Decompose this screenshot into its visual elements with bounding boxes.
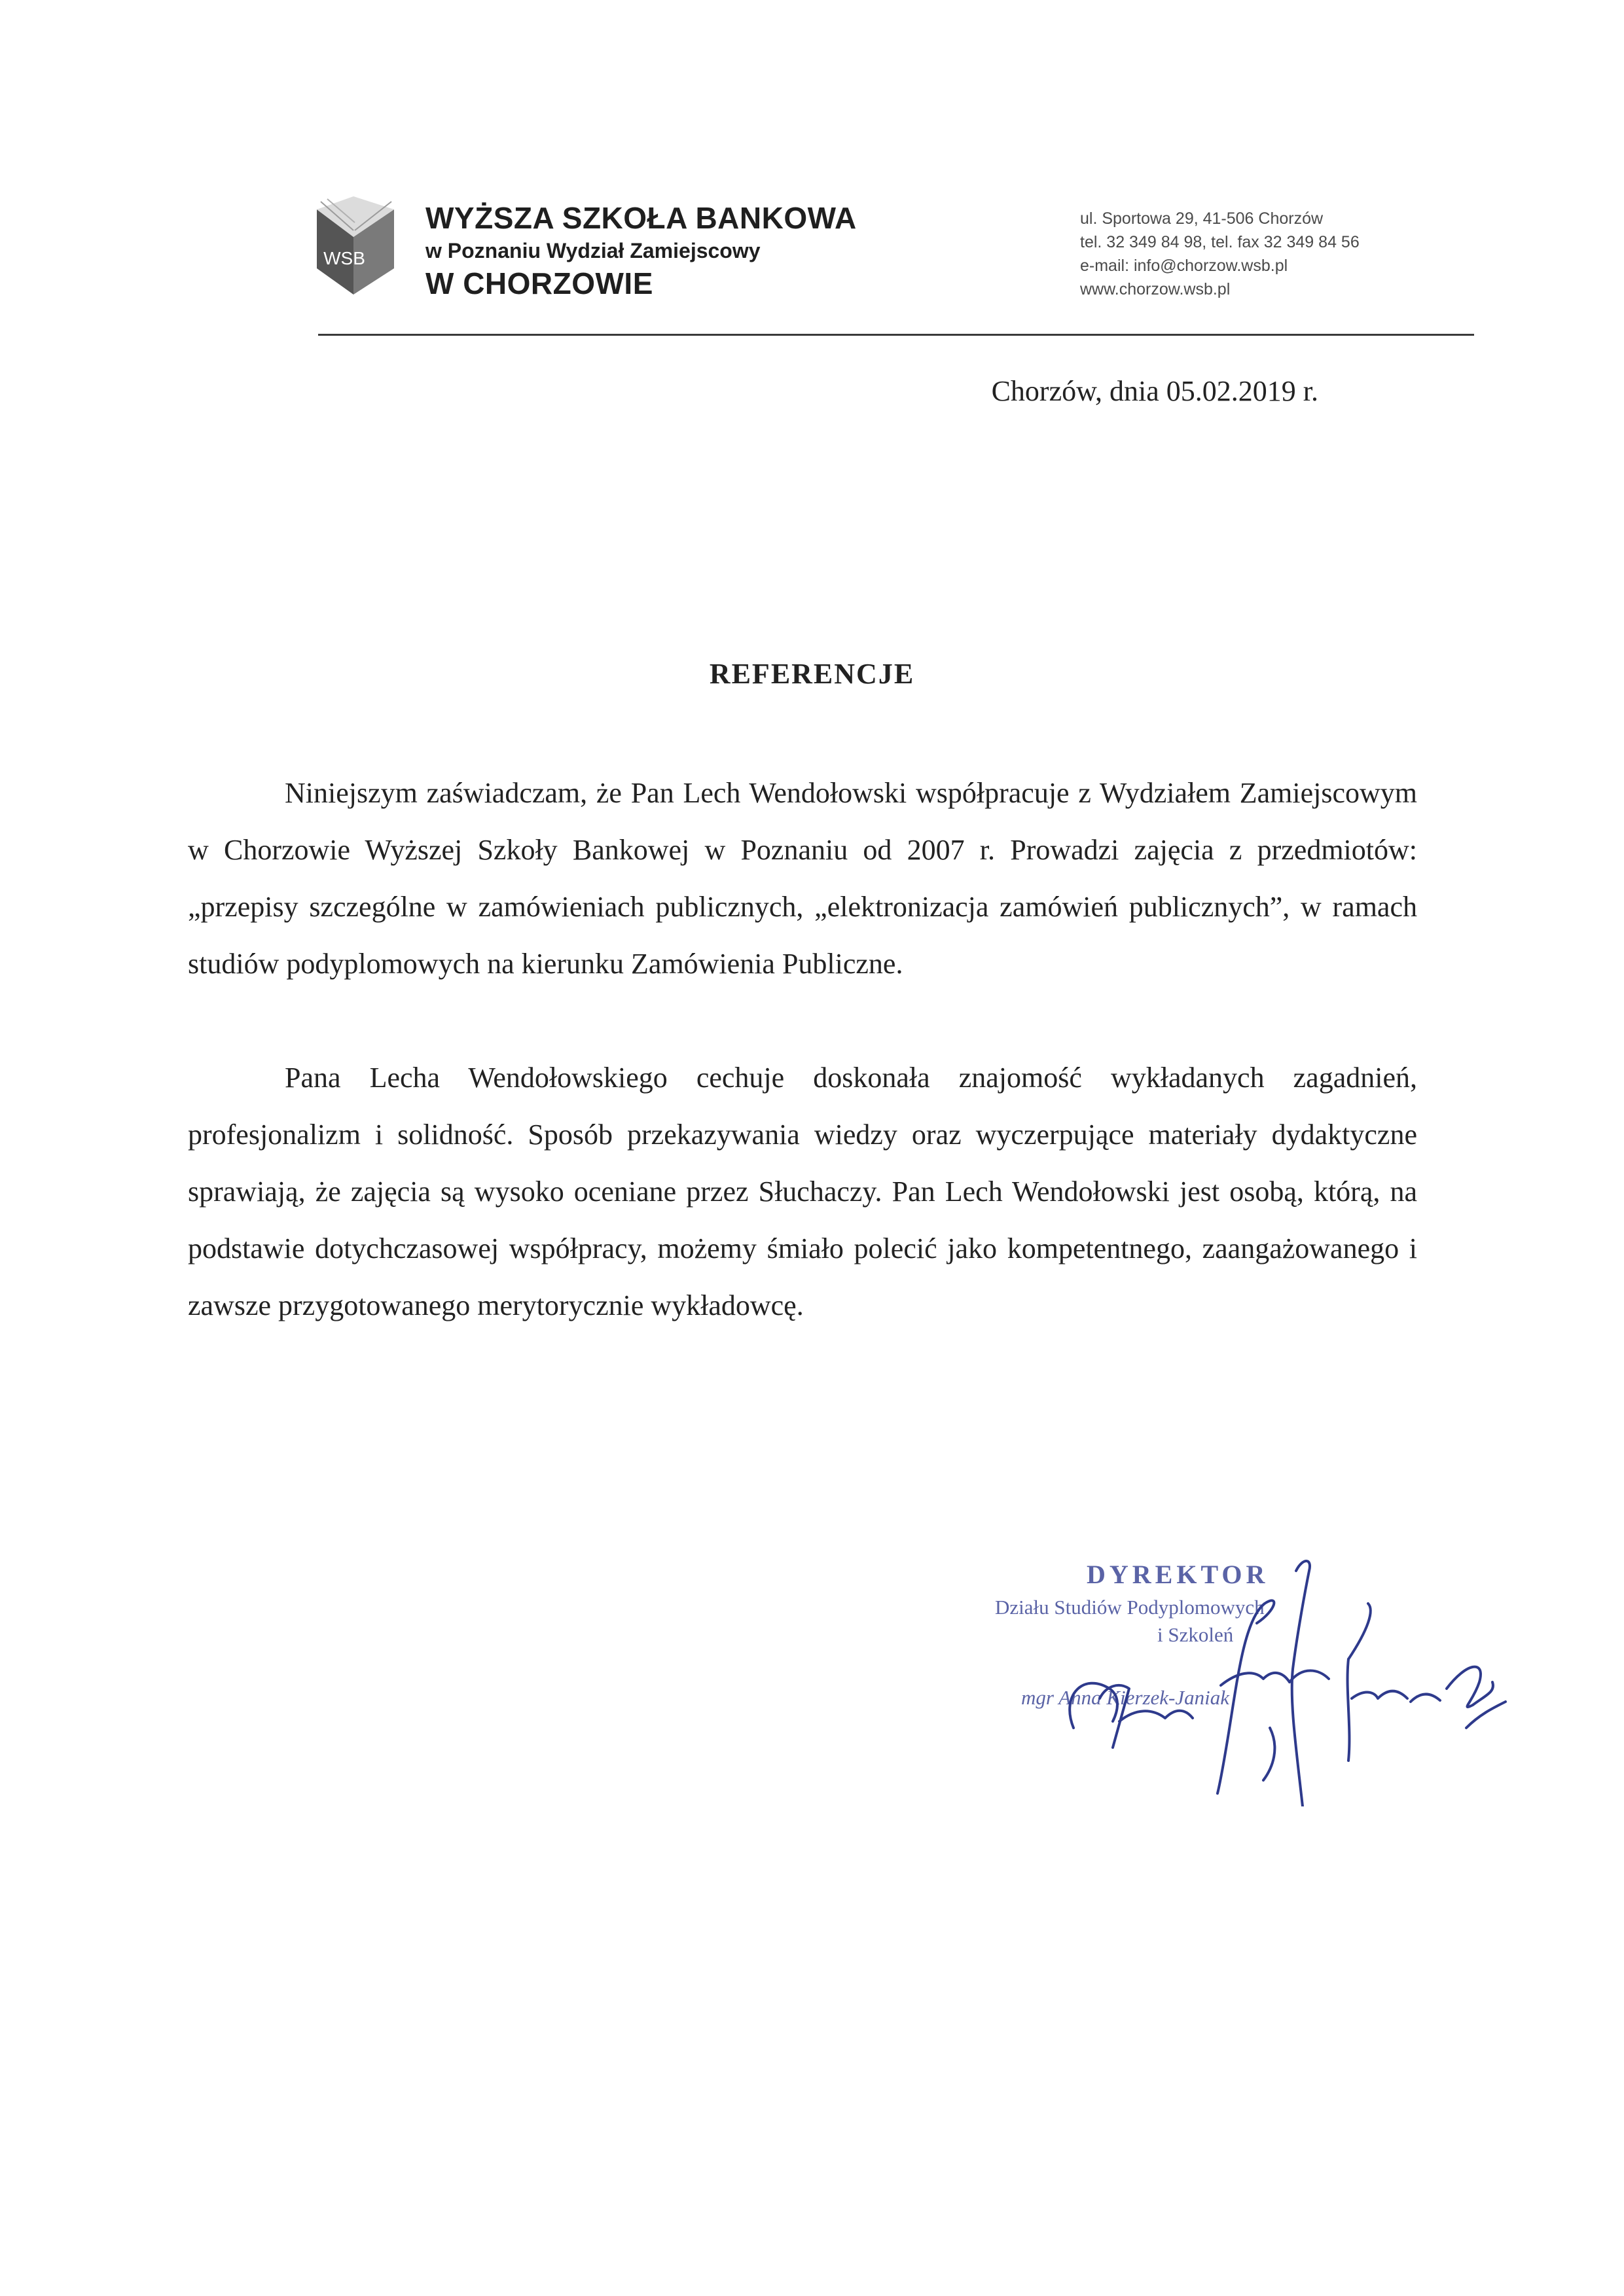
contact-phones: tel. 32 349 84 98, tel. fax 32 349 84 56 bbox=[1080, 233, 1360, 251]
stamp-department-cont: i Szkoleń bbox=[1157, 1623, 1234, 1646]
organization-city: W CHORZOWIE bbox=[425, 266, 653, 300]
document-body bbox=[188, 764, 1417, 1334]
body-paragraph-1: Niniejszym zaświadczam, że Pan Lech Wendołowski współpracuje z Wydziałem Zamiejscowym w Chorzowie Wyższej Szkoły Bankowej w Poznaniu od 2007 r. Prowadzi zajęcia z przedmiotów: „przepisy szczególne w zamówieniach publicznych, „elektronizacja zamówień publicznych”, w ramach studiów podyplomowych na kierunku Zamówienia Publiczne. bbox=[188, 777, 1417, 980]
stamp-title: DYREKTOR bbox=[1087, 1560, 1269, 1589]
handwritten-signature-icon bbox=[1021, 1532, 1519, 1806]
body-paragraph-2: Pana Lecha Wendołowskiego cechuje doskonała znajomość wykładanych zagadnień, profesjonalizm i solidność. Sposób przekazywania wiedzy oraz wyczerpujące materiały dydaktyczne sprawiają, że zajęcia są wysoko oceniane przez Słuchaczy. Pan Lech Wendołowski jest osobą, którą, na podstawie dotychczasowej współpracy, możemy śmiało polecić jako kompetentnego, zaangażowanego i zawsze przygotowanego merytorycznie wykładowcę. bbox=[188, 1062, 1417, 1321]
contact-block bbox=[1080, 207, 1360, 301]
stamp-department: Działu Studiów Podyplomowych bbox=[995, 1596, 1265, 1619]
contact-email: e-mail: info@chorzow.wsb.pl bbox=[1080, 257, 1288, 275]
document-date: Chorzów, dnia 05.02.2019 r. bbox=[991, 375, 1318, 407]
stamp-person-name: mgr Anna Kierzek-Janiak bbox=[1021, 1686, 1229, 1709]
contact-website: www.chorzow.wsb.pl bbox=[1080, 280, 1231, 298]
document-title: REFERENCJE bbox=[709, 658, 915, 690]
header-divider bbox=[318, 334, 1474, 336]
contact-address: ul. Sportowa 29, 41-506 Chorzów bbox=[1080, 209, 1324, 228]
organization-name-block bbox=[425, 200, 857, 302]
wsb-logo-icon bbox=[314, 196, 396, 298]
organization-name: WYŻSZA SZKOŁA BANKOWA bbox=[425, 201, 857, 235]
logo-text: WSB bbox=[323, 248, 365, 268]
organization-faculty: w Poznaniu Wydział Zamiejscowy bbox=[425, 239, 761, 262]
